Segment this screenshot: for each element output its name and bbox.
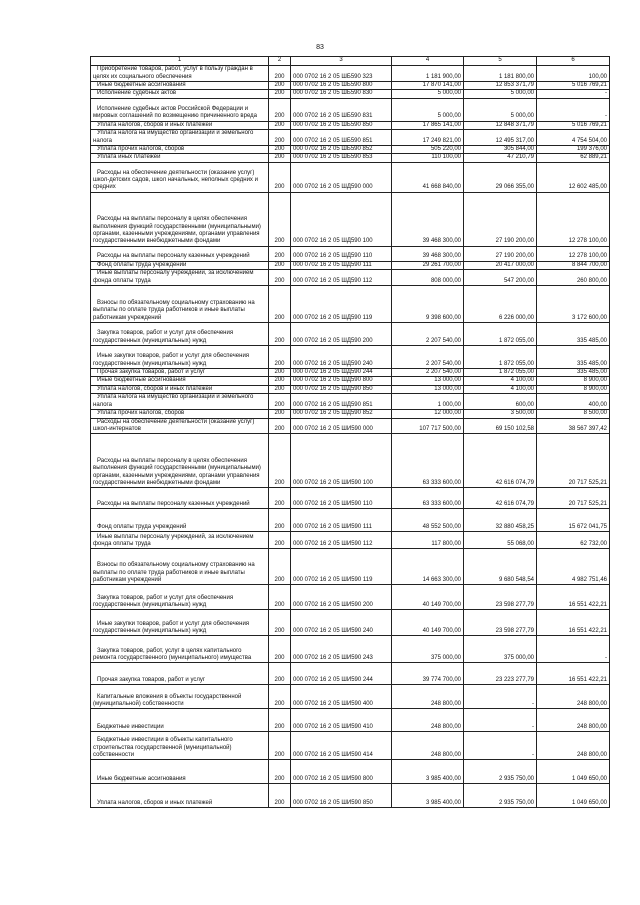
row-name: Расходы на выплаты персоналу казенных учреждений — [91, 246, 269, 261]
row-budget-code: 000 0702 16 2 05 ШД590 119 — [291, 286, 392, 323]
row-value-approved: 17 870 141,00 — [392, 82, 464, 90]
row-name: Расходы на обеспечение деятельности (оказание услуг) школ-интернатов — [91, 418, 269, 434]
row-budget-code: 000 0702 16 2 05 ШБ590 851 — [291, 130, 392, 146]
row-value-executed: 600,00 — [464, 394, 537, 410]
row-name: Уплата прочих налогов, сборов — [91, 146, 269, 154]
row-value-remaining: 248 800,00 — [537, 685, 610, 709]
row-line-code: 200 — [269, 385, 291, 393]
table-row — [91, 82, 610, 90]
table-row — [91, 434, 610, 488]
row-value-executed: 4 100,00 — [464, 385, 537, 393]
table-row — [91, 394, 610, 410]
budget-execution-table — [90, 56, 610, 808]
row-budget-code: 000 0702 16 2 05 ШД590 100 — [291, 192, 392, 246]
row-budget-code: 000 0702 16 2 05 ШИ590 000 — [291, 418, 392, 434]
table-row — [91, 709, 610, 732]
row-name: Уплата иных платежей — [91, 154, 269, 162]
row-value-executed: 47 210,79 — [464, 154, 537, 162]
row-budget-code: 000 0702 16 2 05 ШД590 850 — [291, 385, 392, 393]
row-value-approved: 63 333 600,00 — [392, 488, 464, 509]
row-budget-code: 000 0702 16 2 05 ШБ590 831 — [291, 98, 392, 121]
row-line-code: 200 — [269, 410, 291, 418]
row-budget-code: 000 0702 16 2 05 ШД590 800 — [291, 377, 392, 385]
row-value-approved: 117 800,00 — [392, 532, 464, 549]
row-name: Иные закупки товаров, работ и услуг для обеспечения государственных (муниципальных) нужд — [91, 346, 269, 369]
row-value-approved: 63 333 600,00 — [392, 434, 464, 488]
row-value-remaining: 12 278 100,00 — [537, 246, 610, 261]
table-row — [91, 377, 610, 385]
row-value-remaining: 248 800,00 — [537, 732, 610, 760]
table-row — [91, 286, 610, 323]
row-name: Расходы на выплаты персоналу в целях обеспечения выполнения функций государственными (муниципальными) органами, казенными учреждениями, органами управления государственными внебюджетными фондами — [91, 192, 269, 246]
row-value-executed: 5 000,00 — [464, 90, 537, 98]
row-value-approved: 248 800,00 — [392, 732, 464, 760]
row-budget-code: 000 0702 16 2 05 ШИ590 112 — [291, 532, 392, 549]
row-line-code: 200 — [269, 130, 291, 146]
row-value-remaining: 248 800,00 — [537, 709, 610, 732]
row-name: Исполнение судебных актов — [91, 90, 269, 98]
row-line-code: 200 — [269, 146, 291, 154]
row-value-approved: 1 181 900,00 — [392, 66, 464, 82]
row-value-executed: 1 181 800,00 — [464, 66, 537, 82]
row-budget-code: 000 0702 16 2 05 ШИ590 240 — [291, 610, 392, 636]
row-name: Уплата налогов, сборов и иных платежей — [91, 121, 269, 129]
row-value-approved: 17 865 141,00 — [392, 121, 464, 129]
table-row — [91, 610, 610, 636]
row-value-approved: 13 000,00 — [392, 377, 464, 385]
row-value-executed: 42 616 074,79 — [464, 488, 537, 509]
row-name: Взносы по обязательному социальному страхованию на выплаты по оплате труда работников и иные выплаты работникам учреждений — [91, 549, 269, 585]
row-budget-code: 000 0702 16 2 05 ШИ590 850 — [291, 784, 392, 808]
table-row — [91, 385, 610, 393]
row-line-code: 200 — [269, 98, 291, 121]
row-name: Иные выплаты персоналу учреждений, за исключением фонда оплаты труда — [91, 532, 269, 549]
row-name: Уплата налога на имущество организаций и земельного налога — [91, 394, 269, 410]
row-value-approved: 375 000,00 — [392, 636, 464, 663]
column-number: 5 — [464, 57, 537, 66]
table-row — [91, 246, 610, 261]
row-name: Фонд оплаты труда учреждений — [91, 261, 269, 269]
row-value-remaining: 4 982 751,46 — [537, 549, 610, 585]
row-budget-code: 000 0702 16 2 05 ШД590 110 — [291, 246, 392, 261]
table-row — [91, 760, 610, 784]
row-value-approved: 107 717 500,00 — [392, 418, 464, 434]
table-row — [91, 192, 610, 246]
row-line-code: 200 — [269, 286, 291, 323]
row-value-executed: 12 848 371,79 — [464, 121, 537, 129]
row-name: Прочая закупка товаров, работ и услуг — [91, 663, 269, 685]
row-line-code: 200 — [269, 585, 291, 610]
row-budget-code: 000 0702 16 2 05 ШД590 852 — [291, 410, 392, 418]
row-value-remaining: 8 900,00 — [537, 385, 610, 393]
row-value-approved: 48 552 500,00 — [392, 509, 464, 532]
row-line-code: 200 — [269, 732, 291, 760]
table-row — [91, 261, 610, 269]
row-budget-code: 000 0702 16 2 05 ШД590 851 — [291, 394, 392, 410]
row-value-remaining: 20 717 525,21 — [537, 488, 610, 509]
row-value-approved: 2 207 540,00 — [392, 369, 464, 377]
table-row — [91, 410, 610, 418]
row-line-code: 200 — [269, 610, 291, 636]
row-budget-code: 000 0702 16 2 05 ШИ590 414 — [291, 732, 392, 760]
row-line-code: 200 — [269, 82, 291, 90]
table-row — [91, 685, 610, 709]
row-value-remaining: 335 485,00 — [537, 369, 610, 377]
row-name: Уплата налогов, сборов и иных платежей — [91, 385, 269, 393]
row-value-executed: 9 680 548,54 — [464, 549, 537, 585]
row-line-code: 200 — [269, 549, 291, 585]
row-name: Бюджетные инвестиции в объекты капитального строительства государственной (муниципальной) собственности — [91, 732, 269, 760]
table-row — [91, 323, 610, 346]
row-value-executed: 55 068,00 — [464, 532, 537, 549]
row-name: Расходы на выплаты персоналу казенных учреждений — [91, 488, 269, 509]
row-budget-code: 000 0702 16 2 05 ШИ590 100 — [291, 434, 392, 488]
row-value-executed: 1 872 055,00 — [464, 323, 537, 346]
row-value-remaining: - — [537, 90, 610, 98]
row-name: Закупка товаров, работ, услуг в целях капитального ремонта государственного (муниципального) имущества — [91, 636, 269, 663]
row-value-approved: 808 000,00 — [392, 270, 464, 286]
row-value-remaining: 3 172 600,00 — [537, 286, 610, 323]
row-value-remaining: 15 672 041,75 — [537, 509, 610, 532]
row-budget-code: 000 0702 16 2 05 ШД590 000 — [291, 162, 392, 192]
row-value-approved: 5 000,00 — [392, 98, 464, 121]
row-name: Исполнение судебных актов Российской Федерации и мировых соглашений по возмещению причиненного вреда — [91, 98, 269, 121]
row-value-executed: 4 100,00 — [464, 377, 537, 385]
row-value-approved: 110 100,00 — [392, 154, 464, 162]
row-value-remaining: 8 844 700,00 — [537, 261, 610, 269]
row-value-remaining: 16 551 422,21 — [537, 585, 610, 610]
row-budget-code: 000 0702 16 2 05 ШБ590 323 — [291, 66, 392, 82]
row-name: Прочая закупка товаров, работ и услуг — [91, 369, 269, 377]
row-line-code: 200 — [269, 346, 291, 369]
row-value-remaining: 5 016 769,21 — [537, 121, 610, 129]
row-budget-code: 000 0702 16 2 05 ШД590 240 — [291, 346, 392, 369]
row-value-executed: 32 880 458,25 — [464, 509, 537, 532]
table-row — [91, 146, 610, 154]
row-value-approved: 39 774 700,00 — [392, 663, 464, 685]
row-budget-code: 000 0702 16 2 05 ШИ590 110 — [291, 488, 392, 509]
column-number: 6 — [537, 57, 610, 66]
table-row — [91, 663, 610, 685]
row-value-executed: 2 935 750,00 — [464, 784, 537, 808]
row-value-approved: 39 468 300,00 — [392, 192, 464, 246]
row-name: Иные бюджетные ассигнования — [91, 760, 269, 784]
row-value-approved: 5 000,00 — [392, 90, 464, 98]
row-value-executed: 5 000,00 — [464, 98, 537, 121]
row-name: Иные выплаты персоналу учреждений, за исключением фонда оплаты труда — [91, 270, 269, 286]
table-row — [91, 98, 610, 121]
row-value-approved: 40 149 700,00 — [392, 585, 464, 610]
row-budget-code: 000 0702 16 2 05 ШИ590 200 — [291, 585, 392, 610]
row-value-remaining: 1 049 650,00 — [537, 760, 610, 784]
row-line-code: 200 — [269, 663, 291, 685]
row-value-executed: 23 598 277,79 — [464, 585, 537, 610]
table-body — [91, 66, 610, 808]
row-name: Уплата налога на имущество организаций и земельного налога — [91, 130, 269, 146]
row-value-executed: 6 226 000,00 — [464, 286, 537, 323]
row-value-remaining: 8 900,00 — [537, 377, 610, 385]
row-line-code: 200 — [269, 90, 291, 98]
column-number: 4 — [392, 57, 464, 66]
row-name: Иные закупки товаров, работ и услуг для обеспечения государственных (муниципальных) нужд — [91, 610, 269, 636]
row-value-approved: 29 261 700,00 — [392, 261, 464, 269]
row-value-executed: 27 190 200,00 — [464, 246, 537, 261]
row-value-remaining: 335 485,00 — [537, 323, 610, 346]
row-value-approved: 14 663 300,00 — [392, 549, 464, 585]
row-line-code: 200 — [269, 488, 291, 509]
table-row — [91, 585, 610, 610]
row-value-remaining: 16 551 422,21 — [537, 610, 610, 636]
row-name: Расходы на выплаты персоналу в целях обеспечения выполнения функций государственными (муниципальными) органами, казенными учреждениями, органами управления государственными внебюджетными фондами — [91, 434, 269, 488]
row-value-executed: 305 844,00 — [464, 146, 537, 154]
row-value-executed: - — [464, 732, 537, 760]
row-budget-code: 000 0702 16 2 05 ШБ590 850 — [291, 121, 392, 129]
column-number: 1 — [91, 57, 269, 66]
row-value-remaining: 335 485,00 — [537, 346, 610, 369]
row-line-code: 200 — [269, 784, 291, 808]
row-value-executed: - — [464, 709, 537, 732]
row-line-code: 200 — [269, 369, 291, 377]
row-value-remaining: 12 602 485,00 — [537, 162, 610, 192]
row-value-executed: 69 150 102,58 — [464, 418, 537, 434]
row-name: Взносы по обязательному социальному страхованию на выплаты по оплате труда работников и иные выплаты работникам учреждений — [91, 286, 269, 323]
row-budget-code: 000 0702 16 2 05 ШБ590 853 — [291, 154, 392, 162]
row-line-code: 200 — [269, 121, 291, 129]
row-value-executed: 547 200,00 — [464, 270, 537, 286]
row-value-approved: 505 220,00 — [392, 146, 464, 154]
row-line-code: 200 — [269, 709, 291, 732]
table-row — [91, 549, 610, 585]
page-number: 83 — [316, 44, 324, 51]
table-row — [91, 130, 610, 146]
row-value-remaining: 400,00 — [537, 394, 610, 410]
column-number-row — [91, 57, 610, 66]
row-name: Приобретение товаров, работ, услуг в пользу граждан в целях их социального обеспечения — [91, 66, 269, 82]
row-name: Иные бюджетные ассигнования — [91, 82, 269, 90]
row-value-remaining: 199 376,00 — [537, 146, 610, 154]
row-budget-code: 000 0702 16 2 05 ШИ590 243 — [291, 636, 392, 663]
row-name: Уплата налогов, сборов и иных платежей — [91, 784, 269, 808]
row-value-approved: 39 468 300,00 — [392, 246, 464, 261]
row-value-executed: 23 598 277,79 — [464, 610, 537, 636]
row-line-code: 200 — [269, 636, 291, 663]
row-budget-code: 000 0702 16 2 05 ШД590 111 — [291, 261, 392, 269]
row-value-approved: 17 249 821,00 — [392, 130, 464, 146]
table-row — [91, 66, 610, 82]
row-budget-code: 000 0702 16 2 05 ШИ590 400 — [291, 685, 392, 709]
row-value-executed: 20 417 000,00 — [464, 261, 537, 269]
row-budget-code: 000 0702 16 2 05 ШБ590 852 — [291, 146, 392, 154]
row-line-code: 200 — [269, 685, 291, 709]
row-value-approved: 13 000,00 — [392, 385, 464, 393]
row-line-code: 200 — [269, 760, 291, 784]
row-value-remaining: 5 016 769,21 — [537, 82, 610, 90]
row-budget-code: 000 0702 16 2 05 ШД590 200 — [291, 323, 392, 346]
table-row — [91, 784, 610, 808]
column-number: 3 — [291, 57, 392, 66]
row-value-approved: 40 149 700,00 — [392, 610, 464, 636]
row-value-approved: 3 985 400,00 — [392, 784, 464, 808]
row-name: Капитальные вложения в объекты государственной (муниципальной) собственности — [91, 685, 269, 709]
table-row — [91, 270, 610, 286]
row-name: Уплата прочих налогов, сборов — [91, 410, 269, 418]
row-line-code: 200 — [269, 192, 291, 246]
table-row — [91, 509, 610, 532]
row-line-code: 200 — [269, 261, 291, 269]
row-value-remaining: 38 567 397,42 — [537, 418, 610, 434]
table-row — [91, 369, 610, 377]
row-value-executed: 1 872 055,00 — [464, 346, 537, 369]
row-name: Иные бюджетные ассигнования — [91, 377, 269, 385]
table-row — [91, 532, 610, 549]
row-value-remaining: - — [537, 636, 610, 663]
row-line-code: 200 — [269, 394, 291, 410]
row-value-remaining: 1 049 650,00 — [537, 784, 610, 808]
table-row — [91, 488, 610, 509]
row-value-remaining: 62 889,21 — [537, 154, 610, 162]
row-value-approved: 41 668 840,00 — [392, 162, 464, 192]
table-row — [91, 346, 610, 369]
row-name: Расходы на обеспечение деятельности (оказание услуг) школ-детских садов, школ начальных, неполных средних и средних — [91, 162, 269, 192]
row-value-executed: 42 616 074,79 — [464, 434, 537, 488]
row-name: Фонд оплаты труда учреждений — [91, 509, 269, 532]
row-budget-code: 000 0702 16 2 05 ШИ590 244 — [291, 663, 392, 685]
table-row — [91, 90, 610, 98]
row-line-code: 200 — [269, 66, 291, 82]
table-row — [91, 162, 610, 192]
row-budget-code: 000 0702 16 2 05 ШИ590 119 — [291, 549, 392, 585]
table-row — [91, 636, 610, 663]
row-budget-code: 000 0702 16 2 05 ШИ590 410 — [291, 709, 392, 732]
row-budget-code: 000 0702 16 2 05 ШИ590 111 — [291, 509, 392, 532]
row-value-executed: - — [464, 685, 537, 709]
row-value-remaining: 12 278 100,00 — [537, 192, 610, 246]
row-line-code: 200 — [269, 270, 291, 286]
row-name: Бюджетные инвестиции — [91, 709, 269, 732]
row-value-executed: 12 495 317,00 — [464, 130, 537, 146]
row-value-remaining: 8 500,00 — [537, 410, 610, 418]
table-row — [91, 121, 610, 129]
row-line-code: 200 — [269, 418, 291, 434]
table-row — [91, 418, 610, 434]
row-value-approved: 3 985 400,00 — [392, 760, 464, 784]
row-line-code: 200 — [269, 509, 291, 532]
row-value-approved: 9 398 600,00 — [392, 286, 464, 323]
row-value-approved: 12 000,00 — [392, 410, 464, 418]
row-line-code: 200 — [269, 246, 291, 261]
table-row — [91, 154, 610, 162]
row-value-remaining: 16 551 422,21 — [537, 663, 610, 685]
row-value-approved: 248 800,00 — [392, 709, 464, 732]
row-value-executed: 27 190 200,00 — [464, 192, 537, 246]
row-value-remaining: 62 732,00 — [537, 532, 610, 549]
row-budget-code: 000 0702 16 2 05 ШД590 112 — [291, 270, 392, 286]
row-value-approved: 1 000,00 — [392, 394, 464, 410]
row-value-approved: 248 800,00 — [392, 685, 464, 709]
row-budget-code: 000 0702 16 2 05 ШД590 244 — [291, 369, 392, 377]
row-name: Закупка товаров, работ и услуг для обеспечения государственных (муниципальных) нужд — [91, 585, 269, 610]
row-line-code: 200 — [269, 377, 291, 385]
row-value-remaining: 4 754 504,00 — [537, 130, 610, 146]
row-line-code: 200 — [269, 162, 291, 192]
row-line-code: 200 — [269, 154, 291, 162]
column-number: 2 — [269, 57, 291, 66]
row-value-executed: 2 935 750,00 — [464, 760, 537, 784]
row-value-remaining: 100,00 — [537, 66, 610, 82]
row-value-remaining: - — [537, 98, 610, 121]
row-budget-code: 000 0702 16 2 05 ШИ590 800 — [291, 760, 392, 784]
row-value-executed: 23 223 277,79 — [464, 663, 537, 685]
row-value-remaining: 260 800,00 — [537, 270, 610, 286]
table-row — [91, 732, 610, 760]
row-budget-code: 000 0702 16 2 05 ШБ590 830 — [291, 90, 392, 98]
row-value-executed: 3 500,00 — [464, 410, 537, 418]
row-budget-code: 000 0702 16 2 05 ШБ590 800 — [291, 82, 392, 90]
row-line-code: 200 — [269, 323, 291, 346]
row-value-executed: 29 066 355,00 — [464, 162, 537, 192]
row-name: Закупка товаров, работ и услуг для обеспечения государственных (муниципальных) нужд — [91, 323, 269, 346]
row-value-remaining: 20 717 525,21 — [537, 434, 610, 488]
row-value-executed: 1 872 055,00 — [464, 369, 537, 377]
row-line-code: 200 — [269, 434, 291, 488]
row-value-approved: 2 207 540,00 — [392, 346, 464, 369]
row-line-code: 200 — [269, 532, 291, 549]
row-value-executed: 12 853 371,79 — [464, 82, 537, 90]
row-value-executed: 375 000,00 — [464, 636, 537, 663]
row-value-approved: 2 207 540,00 — [392, 323, 464, 346]
